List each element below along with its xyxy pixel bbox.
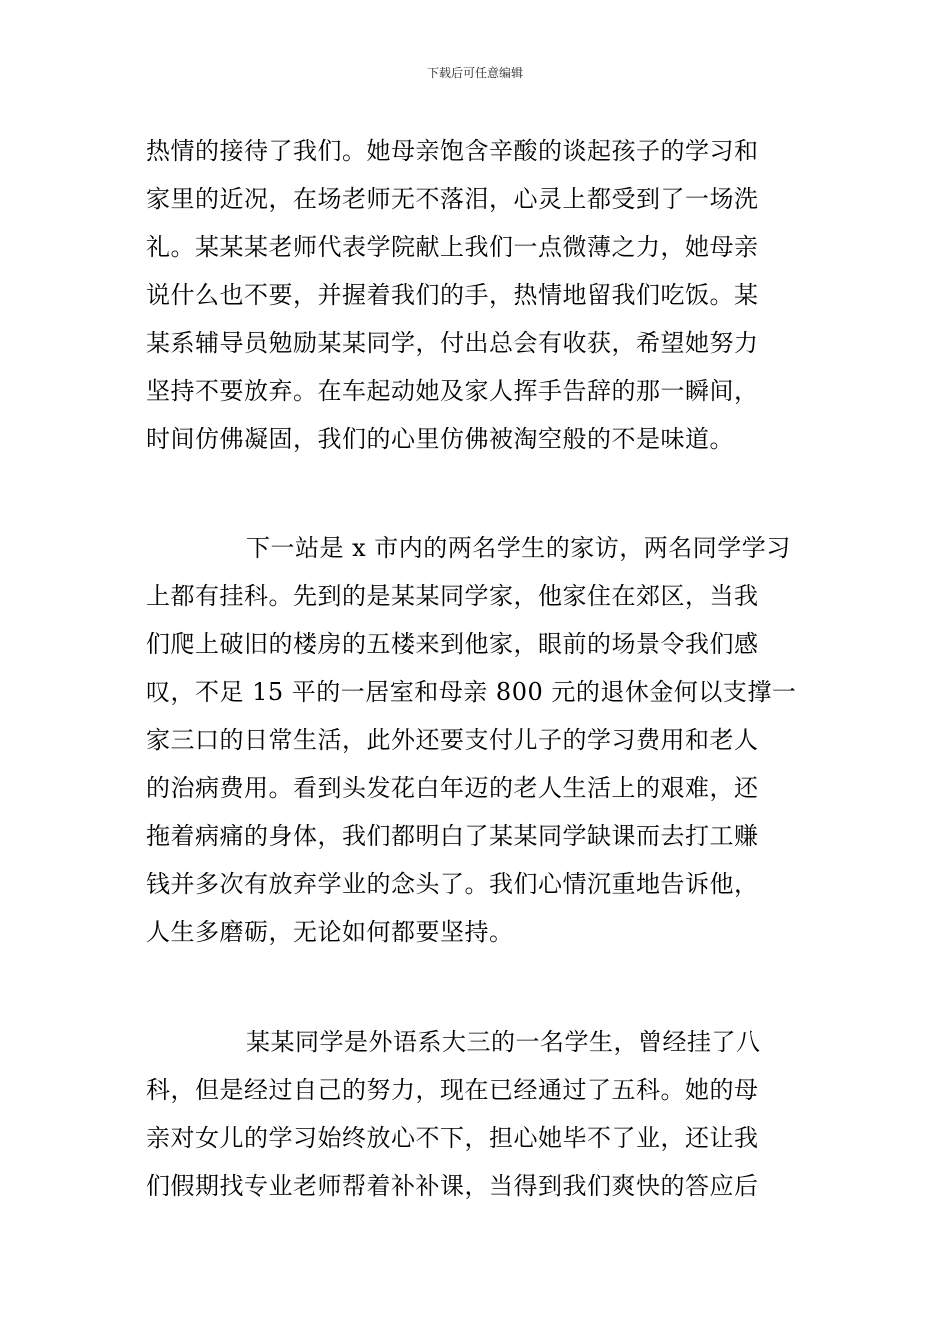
paragraph-line: 上都有挂科。先到的是某某同学家，他家住在郊区，当我 bbox=[146, 582, 759, 610]
paragraph-line: 某某同学是外语系大三的一名学生，曾经挂了八 bbox=[246, 1028, 761, 1056]
paragraph-line: 们假期找专业老师帮着补补课，当得到我们爽快的答应后 bbox=[146, 1172, 759, 1200]
paragraph-line: 家三口的日常生活，此外还要支付儿子的学习费用和老人 bbox=[146, 726, 759, 754]
paragraph-line: 的治病费用。看到头发花白年迈的老人生活上的艰难，还 bbox=[146, 774, 759, 802]
paragraph-line: 某系辅导员勉励某某同学，付出总会有收获，希望她努力 bbox=[146, 329, 759, 357]
page-header: 下载后可任意编辑 bbox=[426, 66, 523, 80]
paragraph-line: 人生多磨砺，无论如何都要坚持。 bbox=[146, 918, 514, 946]
paragraph-line: 下一站是 x 市内的两名学生的家访，两名同学学习 bbox=[246, 534, 791, 562]
paragraph-line: 说什么也不要，并握着我们的手，热情地留我们吃饭。某 bbox=[146, 281, 759, 309]
paragraph-line: 坚持不要放弃。在车起动她及家人挥手告辞的那一瞬间， bbox=[146, 377, 759, 405]
paragraph-line: 拖着病痛的身体，我们都明白了某某同学缺课而去打工赚 bbox=[146, 822, 759, 850]
paragraph-2 bbox=[146, 524, 808, 956]
paragraph-3 bbox=[146, 1018, 808, 1210]
paragraph-line: 科，但是经过自己的努力，现在已经通过了五科。她的母 bbox=[146, 1076, 759, 1104]
paragraph-line: 热情的接待了我们。她母亲饱含辛酸的谈起孩子的学习和 bbox=[146, 137, 759, 165]
paragraph-line: 礼。某某某老师代表学院献上我们一点微薄之力，她母亲 bbox=[146, 233, 759, 261]
paragraph-line: 叹，不足 15 平的一居室和母亲 800 元的退休金何以支撑一 bbox=[146, 678, 797, 706]
paragraph-1 bbox=[146, 127, 808, 463]
paragraph-line: 亲对女儿的学习始终放心不下，担心她毕不了业，还让我 bbox=[146, 1124, 759, 1152]
paragraph-line: 们爬上破旧的楼房的五楼来到他家，眼前的场景令我们感 bbox=[146, 630, 759, 658]
paragraph-line: 钱并多次有放弃学业的念头了。我们心情沉重地告诉他， bbox=[146, 870, 759, 898]
paragraph-line: 家里的近况，在场老师无不落泪，心灵上都受到了一场洗 bbox=[146, 185, 759, 213]
paragraph-line: 时间仿佛凝固，我们的心里仿佛被淘空般的不是味道。 bbox=[146, 425, 734, 453]
